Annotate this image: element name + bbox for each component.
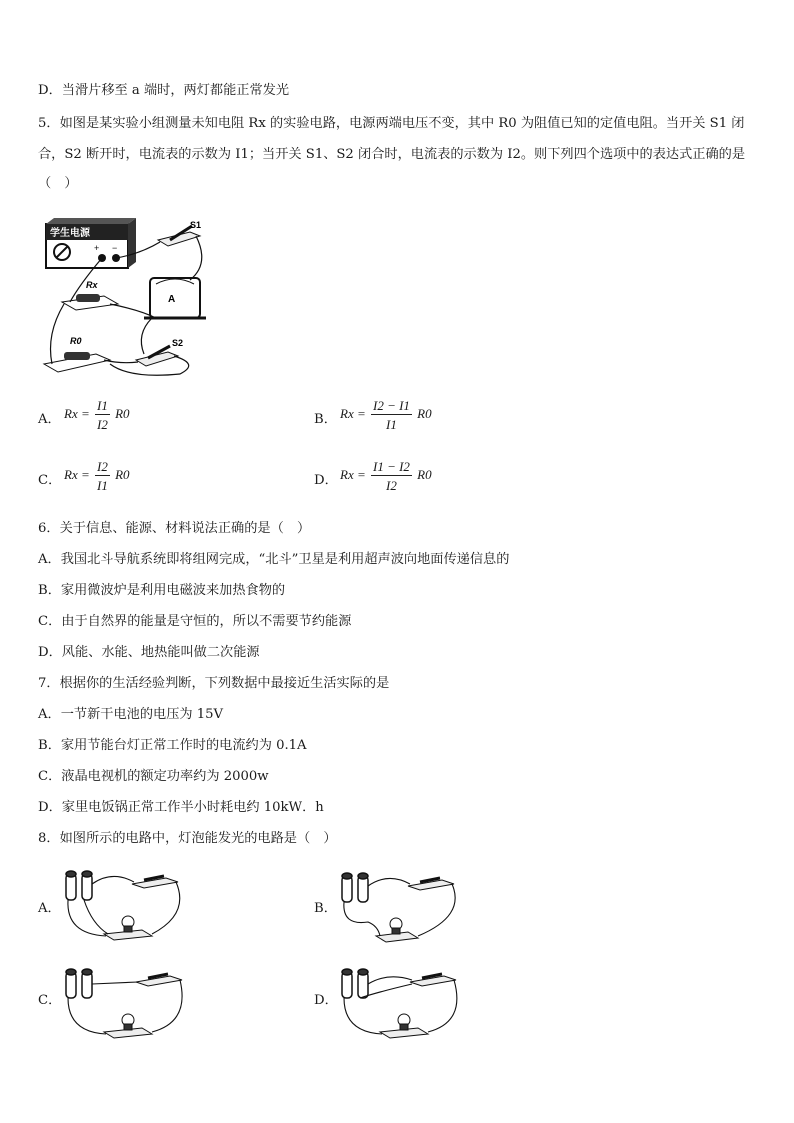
q5-option-b-formula (340, 398, 432, 432)
q5-stem-line-3: （ ） (38, 176, 78, 191)
q7-option-b: B．家用节能台灯正常工作时的电流约为 0.1A (38, 738, 307, 753)
q7-stem: 7．根据你的生活经验判断，下列数据中最接近生活实际的是 (38, 676, 390, 691)
battery-icon (342, 873, 368, 902)
bulb-icon (104, 1014, 152, 1038)
formula-tail: R0 (115, 466, 130, 482)
resistor-rx-label: Rx (86, 280, 98, 290)
battery-icon (66, 969, 92, 998)
formula-denominator: I1 (386, 417, 397, 432)
resistor-r0-icon (44, 352, 110, 372)
q5-option-c-formula (64, 459, 130, 493)
formula-denominator: I1 (96, 478, 108, 493)
q8-circuit-d (338, 962, 462, 1044)
q8-option-c-letter: C． (38, 993, 62, 1008)
formula-lhs: Rx = (64, 466, 90, 482)
ammeter-icon (144, 278, 206, 318)
q5-option-a-letter: A． (38, 412, 61, 427)
q8-circuit-b (338, 866, 462, 948)
svg-text:−: − (112, 243, 118, 253)
power-supply-label: 学生电源 (50, 228, 90, 239)
switch-icon (132, 876, 178, 888)
formula-lhs: Rx = (64, 405, 90, 421)
formula-numerator: I2 (96, 459, 108, 474)
q5-option-a-formula (64, 398, 130, 432)
formula-denominator: I2 (386, 478, 397, 493)
q7-option-a: A．一节新干电池的电压为 15V (38, 707, 224, 722)
switch-s2-label: S2 (172, 338, 184, 348)
q8-option-b-letter: B． (314, 901, 337, 916)
q5-stem-line-1: 5．如图是某实验小组测量未知电阻 Rx 的实验电路，电源两端电压不变，其中 R0 为阻值已知的定值电阻。当开关 S1 闭 (38, 116, 745, 131)
formula-numerator: I1 (96, 398, 108, 413)
q7-option-c: C．液晶电视机的额定功率约为 2000w (38, 769, 269, 784)
q5-option-c-letter: C． (38, 473, 62, 488)
q8-circuit-a (62, 864, 186, 946)
bulb-icon (104, 916, 152, 940)
battery-icon (342, 969, 368, 998)
switch-icon (408, 878, 454, 890)
formula-lhs: Rx = (340, 466, 366, 482)
ammeter-label: A (168, 294, 176, 305)
q6-option-c: C．由于自然界的能量是守恒的，所以不需要节约能源 (38, 614, 352, 629)
q8-option-d-letter: D． (314, 993, 338, 1008)
q5-option-d-letter: D． (314, 473, 338, 488)
bulb-icon (380, 1014, 428, 1038)
q5-circuit-figure (40, 214, 210, 379)
formula-tail: R0 (115, 405, 130, 421)
switch-icon (136, 974, 182, 986)
q6-option-d: D．风能、水能、地热能叫做二次能源 (38, 645, 260, 660)
q5-option-d-formula (340, 459, 432, 493)
q7-option-d: D．家里电饭锅正常工作半小时耗电约 10kW．h (38, 800, 324, 815)
formula-numerator: I1 − I2 (372, 459, 410, 474)
q6-option-a: A．我国北斗导航系统即将组网完成，“北斗”卫星是利用超声波向地面传递信息的 (38, 552, 510, 567)
q6-stem: 6．关于信息、能源、材料说法正确的是（ ） (38, 521, 311, 536)
switch-s1-label: S1 (190, 220, 202, 230)
formula-denominator: I2 (96, 417, 108, 432)
switch-icon (410, 974, 456, 986)
bulb-icon (376, 918, 418, 942)
formula-tail: R0 (417, 466, 432, 482)
power-supply-icon (46, 218, 136, 268)
q8-stem: 8．如图所示的电路中，灯泡能发光的电路是（ ） (38, 831, 337, 846)
svg-text:+: + (94, 243, 100, 253)
q8-circuit-c (62, 962, 186, 1044)
battery-icon (66, 871, 92, 900)
formula-numerator: I2 − I1 (372, 398, 410, 413)
formula-lhs: Rx = (340, 405, 366, 421)
q6-option-b: B．家用微波炉是利用电磁波来加热食物的 (38, 583, 286, 598)
formula-tail: R0 (417, 405, 432, 421)
q8-option-a-letter: A． (38, 901, 61, 916)
q5-option-b-letter: B． (314, 412, 337, 427)
q5-stem-line-2: 合，S2 断开时，电流表的示数为 I1；当开关 S1、S2 闭合时，电流表的示数为 I2。则下列四个选项中的表达式正确的是 (38, 147, 746, 162)
resistor-r0-label: R0 (70, 336, 82, 346)
q4-option-d: D．当滑片移至 a 端时，两灯都能正常发光 (38, 83, 290, 98)
